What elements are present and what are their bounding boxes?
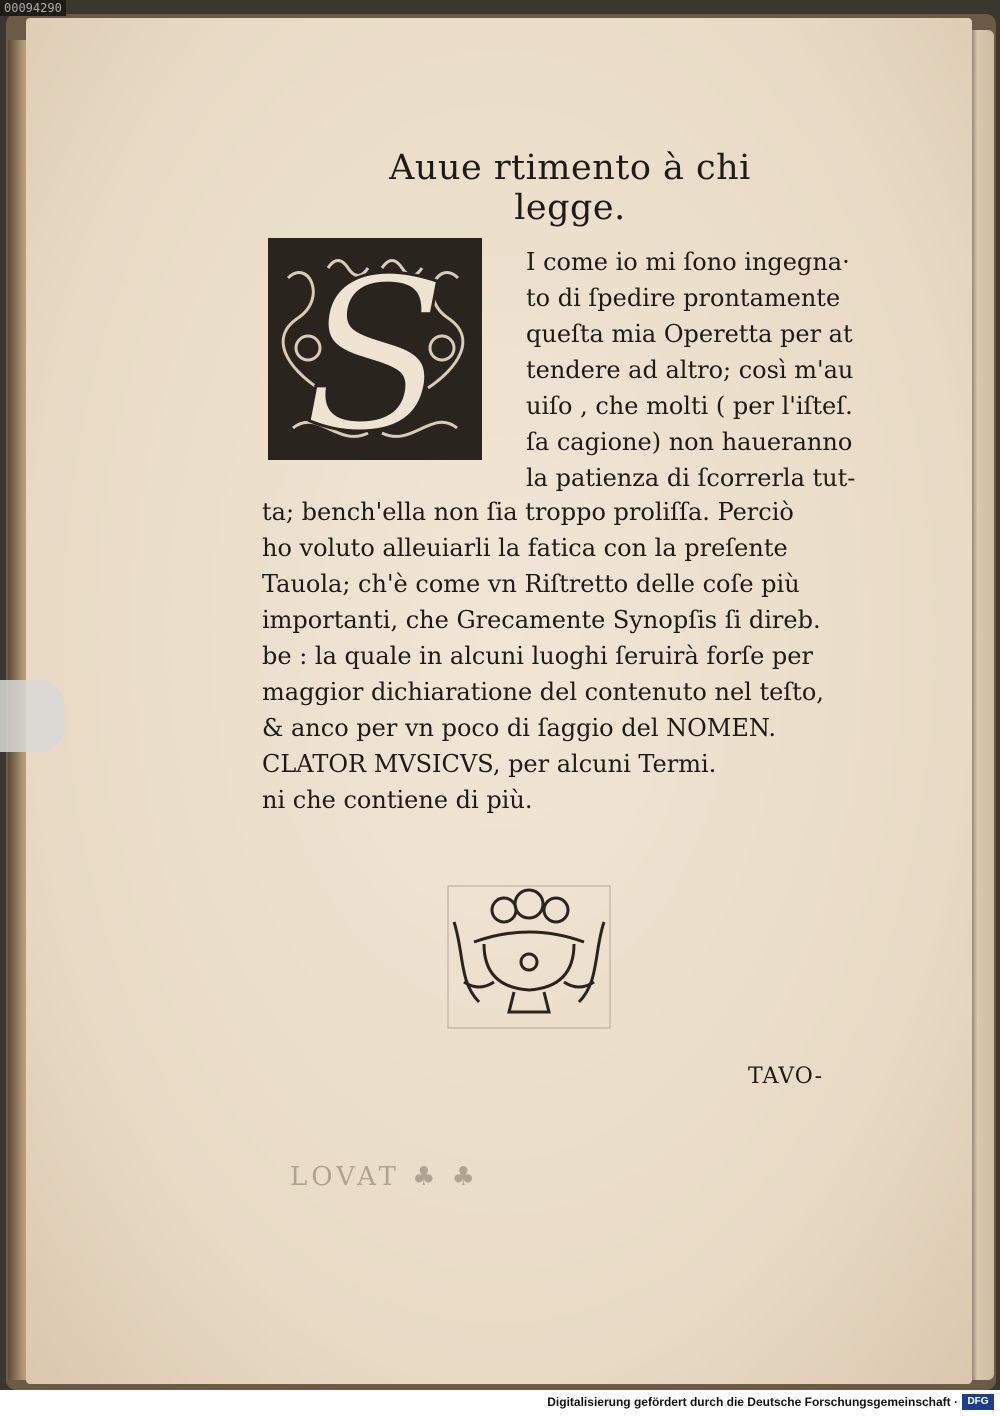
text-line: to di ſpedire prontamente	[526, 284, 841, 312]
text-line: Tauola; ch'è come vn Riſtretto delle coſe più	[262, 570, 800, 598]
text-line: ſa cagione) non haueranno	[526, 428, 853, 456]
footer-bar	[0, 1390, 1000, 1416]
text-line: maggior dichiaratione del contenuto nel teſto,	[262, 678, 824, 706]
text-line: CLATOR MVSICVS, per alcuni Termi.	[262, 750, 717, 778]
decorated-initial-s-icon	[268, 238, 482, 460]
text-line: tendere ad altro; così m'au	[526, 356, 854, 384]
initial-letter: S	[303, 238, 447, 460]
page-title: Auue rtimento à chi legge.	[389, 148, 751, 228]
text-line: be : la quale in alcuni luoghi ſeruirà forſe per	[262, 642, 813, 670]
footer-credit: Digitalisierung gefördert durch die Deutsche Forschungsgemeinschaft ·	[547, 1395, 958, 1409]
text-line: importanti, che Grecamente Synopſis ſi direb.	[262, 606, 821, 634]
text-line: ni che contiene di più.	[262, 786, 533, 814]
text-line: la patienza di ſcorrerla tut-	[526, 464, 856, 492]
text-line: ta; bench'ella non ſia troppo proliſſa. Perciò	[262, 498, 794, 526]
text-line: & anco per vn poco di ſaggio del NOMEN.	[262, 714, 776, 742]
text-line: ho voluto alleuiarli la fatica con la preſente	[262, 534, 788, 562]
bleed-through-text: LOVAT ♣ ♣	[290, 1162, 479, 1192]
dfg-logo-icon: DFG	[962, 1394, 994, 1410]
vase-ornament-icon	[444, 882, 614, 1032]
page-clip	[0, 680, 64, 752]
catchword: TAVO-	[748, 1064, 824, 1089]
text-line: uiſo , che molti ( per l'iſteſ.	[526, 392, 853, 420]
text-line: I come io mi ſono ingegna·	[526, 248, 850, 276]
header-code: 00094290	[0, 0, 66, 16]
text-line: queſta mia Operetta per at	[526, 320, 853, 348]
